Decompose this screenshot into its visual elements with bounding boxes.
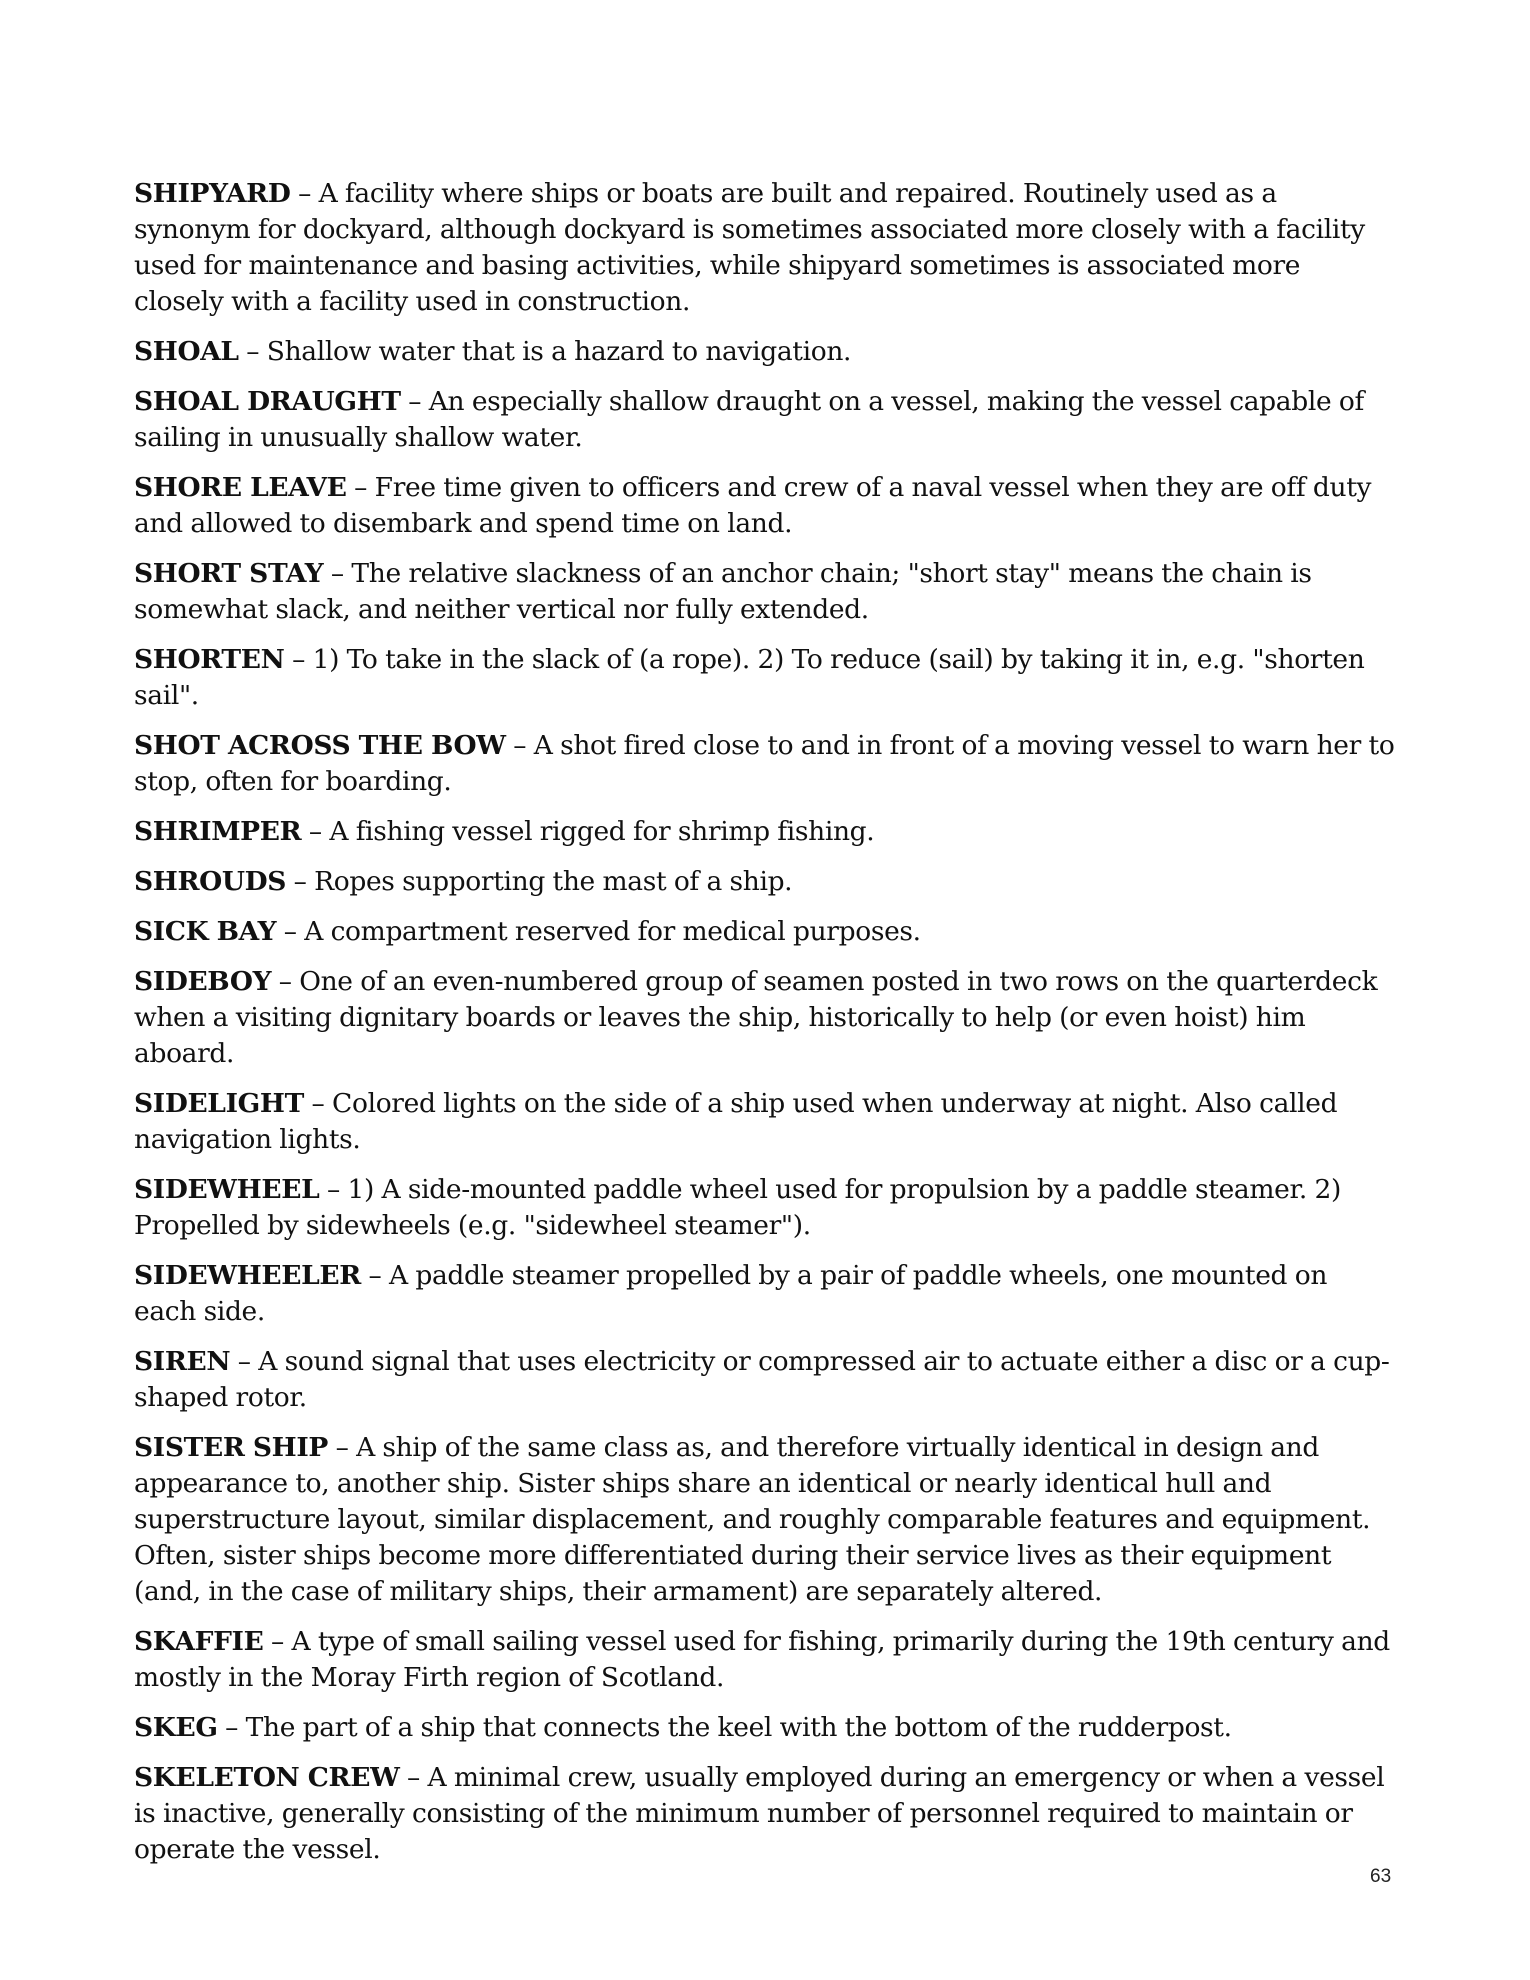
glossary-term: SIDEWHEELER xyxy=(134,1260,361,1291)
glossary-term: SKELETON CREW xyxy=(134,1762,400,1793)
glossary-definition: Ropes supporting the mast of a ship. xyxy=(314,866,793,897)
glossary-term: SIDELIGHT xyxy=(134,1088,304,1119)
glossary-entry xyxy=(134,1430,1396,1610)
entry-separator: – xyxy=(303,1088,333,1119)
glossary-term: SHOAL DRAUGHT xyxy=(134,386,401,417)
glossary-term: SIREN xyxy=(134,1346,231,1377)
entry-separator: – xyxy=(328,1432,357,1463)
glossary-definition: Colored lights on the side of a ship used when underway at night. Also called navigation lights. xyxy=(134,1088,1338,1155)
glossary-entry xyxy=(134,814,1396,850)
entry-separator: – xyxy=(399,1762,428,1793)
entry-separator: – xyxy=(284,644,313,675)
glossary-definition: An especially shallow draught on a vessel, making the vessel capable of sailing in unusually shallow water. xyxy=(134,386,1364,453)
glossary-term: SHORE LEAVE xyxy=(134,472,347,503)
glossary-entry xyxy=(134,1086,1396,1158)
glossary-term: SHRIMPER xyxy=(134,816,302,847)
glossary-term: SHROUDS xyxy=(134,866,287,897)
glossary-entry xyxy=(134,1710,1396,1746)
glossary-term: SHORTEN xyxy=(134,644,285,675)
entry-separator: – xyxy=(505,730,534,761)
glossary-definition: A paddle steamer propelled by a pair of paddle wheels, one mounted on each side. xyxy=(134,1260,1328,1327)
glossary-entry xyxy=(134,470,1396,542)
entry-separator: – xyxy=(286,866,315,897)
glossary-definition: The part of a ship that connects the keel with the bottom of the rudderpost. xyxy=(245,1712,1232,1743)
glossary-entry xyxy=(134,642,1396,714)
glossary-term: SICK BAY xyxy=(134,916,277,947)
entry-separator: – xyxy=(217,1712,246,1743)
glossary-term: SKEG xyxy=(134,1712,218,1743)
glossary-entry xyxy=(134,1344,1396,1416)
glossary-term: SIDEBOY xyxy=(134,966,272,997)
glossary-entry xyxy=(134,728,1396,800)
glossary-term: SHOT ACROSS THE BOW xyxy=(134,730,506,761)
glossary-term: SHIPYARD xyxy=(134,178,291,209)
glossary-term: SKAFFIE xyxy=(134,1626,264,1657)
glossary-page xyxy=(134,176,1396,1882)
glossary-entry xyxy=(134,964,1396,1072)
entry-separator: – xyxy=(290,178,319,209)
entry-separator: – xyxy=(323,558,352,589)
glossary-entry xyxy=(134,1624,1396,1696)
entry-separator: – xyxy=(346,472,375,503)
glossary-definition: Shallow water that is a hazard to navigation. xyxy=(266,336,852,367)
glossary-term: SHOAL xyxy=(134,336,239,367)
entry-separator: – xyxy=(230,1346,259,1377)
glossary-entry xyxy=(134,384,1396,456)
entry-separator: – xyxy=(400,386,429,417)
glossary-definition: 1) A side-mounted paddle wheel used for propulsion by a paddle steamer. 2) Propelled by sidewheels (e.g. "sidewheel steamer"). xyxy=(134,1174,1342,1241)
glossary-definition: A sound signal that uses electricity or compressed air to actuate either a disc or a cup-shaped rotor. xyxy=(134,1346,1390,1413)
glossary-entry xyxy=(134,1760,1396,1868)
entry-separator: – xyxy=(360,1260,389,1291)
glossary-entry xyxy=(134,556,1396,628)
entry-separator: – xyxy=(276,916,305,947)
glossary-definition: A compartment reserved for medical purposes. xyxy=(304,916,921,947)
entry-separator: – xyxy=(238,336,267,367)
glossary-definition: One of an even-numbered group of seamen posted in two rows on the quarterdeck when a visiting dignitary boards or leaves the ship, historically to help (or even hoist) him aboard. xyxy=(134,966,1378,1069)
entry-separator: – xyxy=(301,816,330,847)
glossary-entry xyxy=(134,334,1396,370)
glossary-definition: The relative slackness of an anchor chain; "short stay" means the chain is somewhat slack, and neither vertical nor fully extended. xyxy=(134,558,1312,625)
entry-separator: – xyxy=(319,1174,348,1205)
glossary-definition: A type of small sailing vessel used for fishing, primarily during the 19th century and mostly in the Moray Firth region of Scotland. xyxy=(134,1626,1390,1693)
glossary-definition: A facility where ships or boats are built and repaired. Routinely used as a synonym for dockyard, although dockyard is sometimes associated more closely with a facility used for maintenance and basing activities, while shipyard sometimes is associated more closely with a facility used in construction. xyxy=(134,178,1365,317)
glossary-term: SHORT STAY xyxy=(134,558,324,589)
glossary-term: SIDEWHEEL xyxy=(134,1174,320,1205)
glossary-entry xyxy=(134,914,1396,950)
glossary-definition: 1) To take in the slack of (a rope). 2) To reduce (sail) by taking it in, e.g. "shorten sail". xyxy=(134,644,1365,711)
glossary-entry xyxy=(134,864,1396,900)
glossary-entry xyxy=(134,1172,1396,1244)
glossary-definition: A ship of the same class as, and therefore virtually identical in design and appearance to, another ship. Sister ships share an identical or nearly identical hull and superstructure layout, similar displacement, and roughly comparable features and equipment. Often, sister ships become more differentiated during their service lives as their equipment (and, in the case of military ships, their armament) are separately altered. xyxy=(134,1432,1371,1607)
page-number: 63 xyxy=(1370,1866,1392,1887)
glossary-definition: A shot fired close to and in front of a moving vessel to warn her to stop, often for boarding. xyxy=(134,730,1395,797)
glossary-entry xyxy=(134,1258,1396,1330)
entry-separator: – xyxy=(263,1626,292,1657)
entry-separator: – xyxy=(271,966,300,997)
glossary-definition: A fishing vessel rigged for shrimp fishing. xyxy=(329,816,875,847)
glossary-definition: A minimal crew, usually employed during an emergency or when a vessel is inactive, generally consisting of the minimum number of personnel required to maintain or operate the vessel. xyxy=(134,1762,1385,1865)
glossary-entry xyxy=(134,176,1396,320)
glossary-term: SISTER SHIP xyxy=(134,1432,328,1463)
glossary-definition: Free time given to officers and crew of a naval vessel when they are off duty and allowed to disembark and spend time on land. xyxy=(134,472,1372,539)
